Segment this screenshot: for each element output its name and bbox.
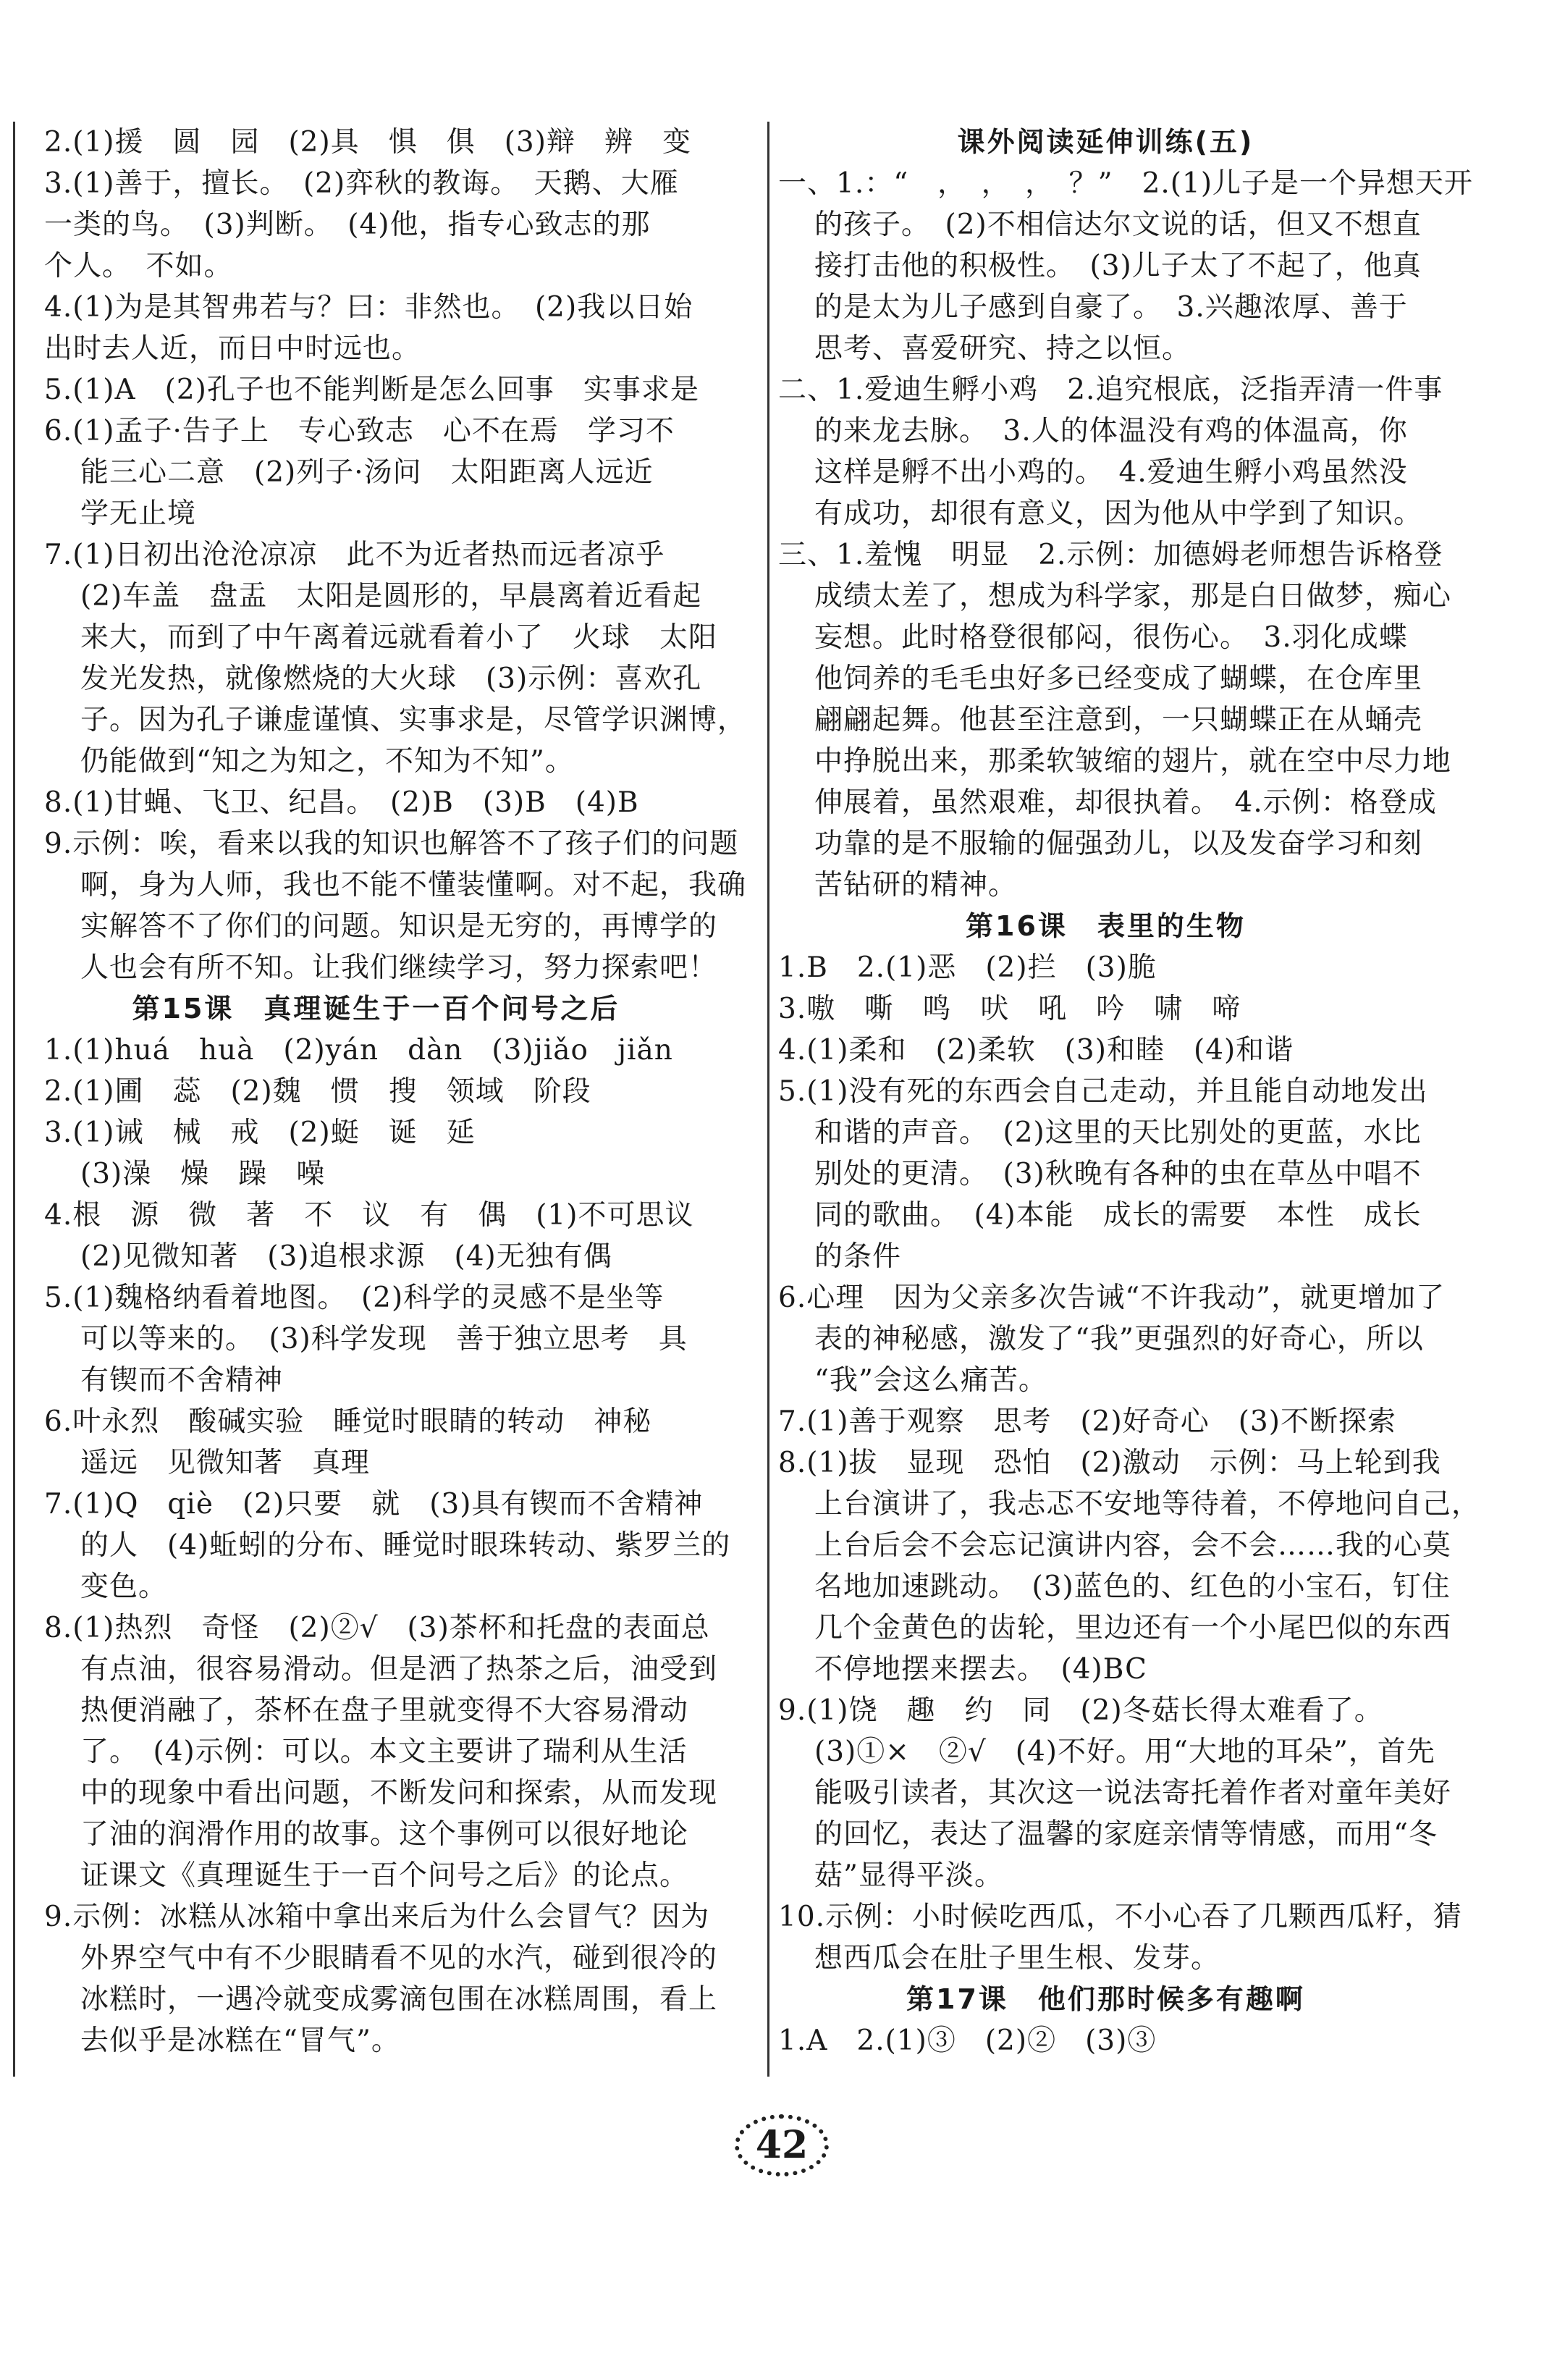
answer-line: 能吸引读者，其次这一说法寄托着作者对童年美好 <box>814 1777 1452 1809</box>
answer-line: 8.(1)甘蝇、飞卫、纪昌。 (2)B (3)B (4)B <box>44 786 639 819</box>
answer-line: 4.根 源 微 著 不 议 有 偶 (1)不可思议 <box>44 1199 694 1232</box>
answer-line: 思考、喜爱研究、持之以恒。 <box>814 332 1191 365</box>
answer-line: 2.(1)圃 蕊 (2)魏 惯 搜 领域 阶段 <box>44 1075 591 1108</box>
answer-line: 几个金黄色的齿轮，里边还有一个小尾巴似的东西 <box>814 1612 1452 1644</box>
answer-line: 可以等来的。 (3)科学发现 善于独立思考 具 <box>80 1323 688 1355</box>
answer-line: 的回忆，表达了温馨的家庭亲情等情感，而用“冬 <box>814 1818 1438 1851</box>
answer-line: 一、1.：“ ， ， ， ？” 2.(1)儿子是一个异想天开 <box>778 167 1474 200</box>
answer-line: 6.叶永烈 酸碱实验 睡觉时眼睛的转动 神秘 <box>44 1405 652 1438</box>
answer-line: 9.(1)饶 趣 约 同 (2)冬菇长得太难看了。 <box>778 1694 1383 1727</box>
answer-line: 接打击他的积极性。 (3)儿子太了不起了，他真 <box>814 250 1422 282</box>
section-heading: 第16课 表里的生物 <box>966 910 1246 942</box>
answer-line: 中挣脱出来，那柔软皱缩的翅片，就在空中尽力地 <box>814 745 1452 778</box>
answer-line: 8.(1)热烈 奇怪 (2)②√ (3)茶杯和托盘的表面总 <box>44 1612 710 1644</box>
answer-line: 上台后会不会忘记演讲内容，会不会……我的心莫 <box>814 1529 1452 1562</box>
answer-line: 的是太为儿子感到自豪了。 3.兴趣浓厚、善于 <box>814 291 1408 324</box>
answer-line: 来大，而到了中午离着远就看着小了 火球 太阳 <box>80 621 718 654</box>
answer-line: 他饲养的毛毛虫好多已经变成了蝴蝶，在仓库里 <box>814 663 1423 695</box>
answer-line: 伸展着，虽然艰难，却很执着。 4.示例：格登成 <box>814 786 1437 819</box>
answer-line: 冰糕时，一遇冷就变成雾滴包围在冰糕周围，看上 <box>80 1983 718 2016</box>
answer-line: 6.心理 因为父亲多次告诫“不许我动”，就更增加了 <box>778 1282 1446 1314</box>
answer-line: 上台演讲了，我忐忑不安地等待着，不停地问自己， <box>814 1488 1481 1521</box>
answer-line: 仍能做到“知之为知之，不知为不知”。 <box>80 745 574 778</box>
answer-line: 变色。 <box>80 1570 168 1603</box>
answer-line: 9.示例：冰糕从冰箱中拿出来后为什么会冒气？因为 <box>44 1901 710 1933</box>
answer-line: 人也会有所不知。让我们继续学习，努力探索吧！ <box>80 951 718 984</box>
answer-line: 9.示例：唉，看来以我的知识也解答不了孩子们的问题 <box>44 828 739 860</box>
answer-line: 遥远 见微知著 真理 <box>80 1447 371 1479</box>
answer-line: 1.(1)huá huà (2)yán dàn (3)jiǎo jiǎn <box>44 1034 673 1067</box>
answer-line: 能三心二意 (2)列子·汤问 太阳距离人远近 <box>80 456 654 489</box>
answer-line: 的人 (4)蚯蚓的分布、睡觉时眼珠转动、紫罗兰的 <box>80 1529 731 1562</box>
answer-line: (2)见微知著 (3)追根求源 (4)无独有偶 <box>80 1240 612 1273</box>
answer-line: 发光发热，就像燃烧的大火球 (3)示例：喜欢孔 <box>80 663 702 695</box>
answer-line: 啊，身为人师，我也不能不懂装懂啊。对不起，我确 <box>80 869 747 901</box>
answer-line: 三、1.羞愧 明显 2.示例：加德姆老师想告诉格登 <box>778 539 1443 571</box>
answer-line: 翩翩起舞。他甚至注意到，一只蝴蝶正在从蛹壳 <box>814 704 1423 736</box>
answer-line: 有点油，很容易滑动。但是洒了热茶之后，油受到 <box>80 1653 718 1686</box>
answer-line: 3.(1)善于，擅长。 (2)弈秋的教诲。 天鹅、大雁 <box>44 167 679 200</box>
answer-line: 二、1.爱迪生孵小鸡 2.追究根底，泛指弄清一件事 <box>778 374 1443 406</box>
answer-line: 想西瓜会在肚子里生根、发芽。 <box>814 1942 1220 1975</box>
answer-line: 3.(1)诫 械 戒 (2)蜓 诞 延 <box>44 1117 476 1149</box>
answer-line: 5.(1)没有死的东西会自己走动，并且能自动地发出 <box>778 1075 1428 1108</box>
answer-line: 了。 (4)示例：可以。本文主要讲了瑞利从生活 <box>80 1736 688 1768</box>
answer-line: “我”会这么痛苦。 <box>814 1364 1047 1397</box>
left-column <box>13 122 747 2077</box>
answer-line: 6.(1)孟子·告子上 专心致志 心不在焉 学习不 <box>44 415 675 447</box>
answer-line: 5.(1)魏格纳看着地图。 (2)科学的灵感不是坐等 <box>44 1282 665 1314</box>
answer-line: 的孩子。 (2)不相信达尔文说的话，但又不想直 <box>814 209 1422 241</box>
answer-line: 表的神秘感，激发了“我”更强烈的好奇心，所以 <box>814 1323 1424 1355</box>
answer-line: 实解答不了你们的问题。知识是无穷的，再博学的 <box>80 910 718 943</box>
answer-line: 的条件 <box>814 1240 902 1273</box>
answer-line: 妄想。此时格登很郁闷，很伤心。 3.羽化成蝶 <box>814 621 1408 654</box>
answer-line: 4.(1)柔和 (2)柔软 (3)和睦 (4)和谐 <box>778 1034 1294 1067</box>
section-heading: 第17课 他们那时候多有趣啊 <box>906 1983 1305 2015</box>
answer-line: 热便消融了，茶杯在盘子里就变得不大容易滑动 <box>80 1694 689 1727</box>
answer-line: 去似乎是冰糕在“冒气”。 <box>80 2024 400 2057</box>
answer-line: 个人。 不如。 <box>44 250 233 282</box>
answer-line: 3.嗷 嘶 鸣 吠 吼 吟 啸 啼 <box>778 993 1241 1025</box>
answer-line: 功靠的是不服输的倔强劲儿，以及发奋学习和刻 <box>814 828 1423 860</box>
answer-line: 7.(1)善于观察 思考 (2)好奇心 (3)不断探索 <box>778 1405 1396 1438</box>
answer-line: (2)车盖 盘盂 太阳是圆形的，早晨离着近看起 <box>80 580 702 613</box>
answer-line: 和谐的声音。 (2)这里的天比别处的更蓝，水比 <box>814 1117 1422 1149</box>
answer-line: 中的现象中看出问题，不断发问和探索，从而发现 <box>80 1777 718 1809</box>
section-heading: 第15课 真理诞生于一百个问号之后 <box>132 993 620 1025</box>
answer-line: 1.B 2.(1)恶 (2)拦 (3)脆 <box>778 951 1157 984</box>
answer-line: 有成功，却很有意义，因为他从中学到了知识。 <box>814 497 1423 530</box>
answer-line: 这样是孵不出小鸡的。 4.爱迪生孵小鸡虽然没 <box>814 456 1408 489</box>
answer-line: 7.(1)Q qiè (2)只要 就 (3)具有锲而不舍精神 <box>44 1488 704 1521</box>
answer-line: 出时去人近，而日中时远也。 <box>44 332 421 365</box>
answer-line: 外界空气中有不少眼睛看不见的水汽，碰到很冷的 <box>80 1942 718 1975</box>
answer-line: 1.A 2.(1)③ (2)② (3)③ <box>778 2024 1157 2057</box>
answer-line: 5.(1)A (2)孔子也不能判断是怎么回事 实事求是 <box>44 374 699 406</box>
answer-line: 子。因为孔子谦虚谨慎、实事求是，尽管学识渊博， <box>80 704 747 736</box>
answer-line: 不停地摆来摆去。 (4)BC <box>814 1653 1147 1686</box>
answer-line: 菇”显得平淡。 <box>814 1859 1003 1892</box>
answer-line: 学无止境 <box>80 497 197 530</box>
answer-line: (3)澡 燥 躁 噪 <box>80 1158 326 1190</box>
answer-line: 有锲而不舍精神 <box>80 1364 284 1397</box>
section-heading: 课外阅读延伸训练(五) <box>957 126 1254 158</box>
answer-line: 苦钻研的精神。 <box>814 869 1018 901</box>
answer-line: 4.(1)为是其智弗若与？曰：非然也。 (2)我以日始 <box>44 291 693 324</box>
answer-line: 了油的润滑作用的故事。这个事例可以很好地论 <box>80 1818 689 1851</box>
answer-line: 8.(1)拔 显现 恐怕 (2)激动 示例：马上轮到我 <box>778 1447 1441 1479</box>
page-number-badge <box>735 2114 829 2177</box>
right-column <box>767 122 1481 2077</box>
answer-line: 成绩太差了，想成为科学家，那是白日做梦，痴心 <box>814 580 1452 613</box>
answer-line: (3)①× ②√ (4)不好。用“大地的耳朵”，首先 <box>814 1736 1435 1768</box>
answer-line: 名地加速跳动。 (3)蓝色的、红色的小宝石，钉住 <box>814 1570 1451 1603</box>
answer-line: 一类的鸟。 (3)判断。 (4)他，指专心致志的那 <box>44 209 651 241</box>
answer-line: 的来龙去脉。 3.人的体温没有鸡的体温高，你 <box>814 415 1408 447</box>
answer-line: 7.(1)日初出沧沧凉凉 此不为近者热而远者凉乎 <box>44 539 665 571</box>
answer-line: 同的歌曲。 (4)本能 成长的需要 本性 成长 <box>814 1199 1422 1232</box>
answer-line: 别处的更清。 (3)秋晚有各种的虫在草丛中唱不 <box>814 1158 1422 1190</box>
answer-line: 2.(1)援 圆 园 (2)具 惧 俱 (3)辩 辨 变 <box>44 126 691 159</box>
page-number: 42 <box>755 2123 809 2167</box>
answer-line: 10.示例：小时候吃西瓜，不小心吞了几颗西瓜籽，猜 <box>778 1901 1463 1933</box>
answer-line: 证课文《真理诞生于一百个问号之后》的论点。 <box>80 1859 689 1892</box>
